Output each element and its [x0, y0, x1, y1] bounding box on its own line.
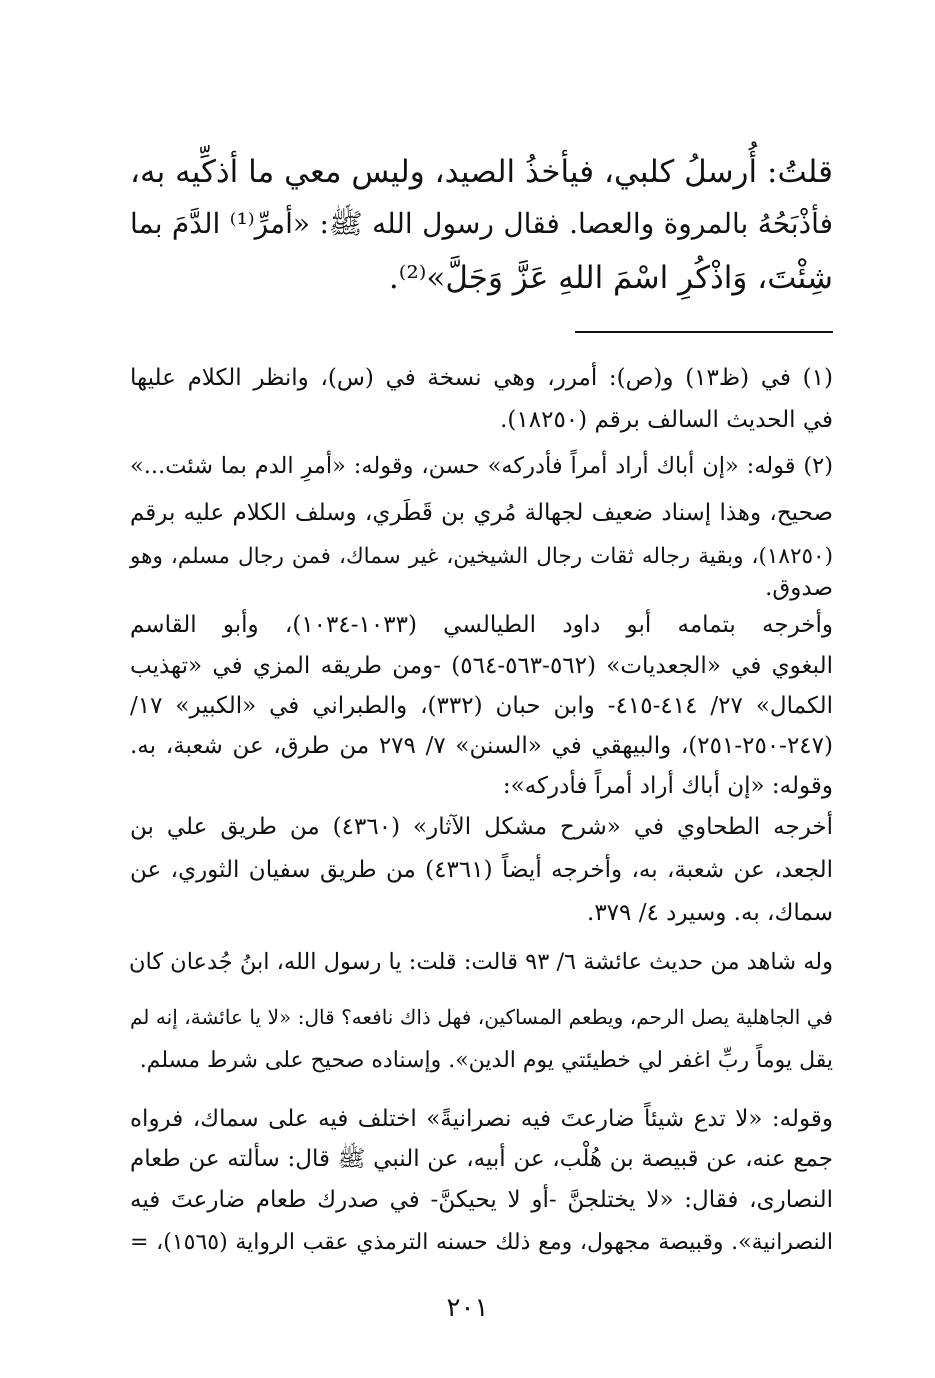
main-text-line: فأذْبَحُهُ بالمروة والعصا. فقال رسول الله ﷺ: «أمرِّ⁽¹⁾ الدَّمَ بما [130, 207, 833, 240]
page-number: ٢٠١ [446, 1293, 489, 1323]
footnote-line: أخرجه الطحاوي في «شرح مشكل الآثار» (٤٣٦٠) من طريق علي بن [130, 814, 834, 840]
main-text-line: قلتُ: أُرسلُ كلبي، فيأخذُ الصيد، وليس معي ما أذكِّيه به، [130, 154, 833, 190]
footnote-line: وقوله: «إن أباك أراد أمراً فأدركه»: [502, 773, 833, 799]
footnote-line: (٢٤٧-٢٥٠-٢٥١)، والبيهقي في «السنن» ٧/ ٢٧٩ من طرق، عن شعبة، به. [130, 733, 833, 759]
footnote-separator [575, 331, 833, 333]
footnote-line: صحيح، وهذا إسناد ضعيف لجهالة مُري بن قَطَري، وسلف الكلام عليه برقم [130, 500, 833, 526]
footnote-line: النصارى، فقال: «لا يختلجنَّ -أو لا يحيكنَّ- في صدرك طعام ضارعتَ فيه [130, 1187, 833, 1213]
footnote-line: الكمال» ٢٧/ ٤١٤-٤١٥- وابن حبان (٣٣٢)، والطبراني في «الكبير» ١٧/ [130, 693, 834, 719]
footnote-line: جمع عنه، عن قبيصة بن هُلْب، عن أبيه، عن النبي ﷺ قال: سألته عن طعام [130, 1146, 833, 1172]
footnote-line: (١) في (ظ١٣) و(ص): أمرر، وهي نسخة في (س)، وانظر الكلام عليها [130, 365, 833, 391]
main-text-line: شِئْتَ، وَاذْكُرِ اسْمَ اللهِ عَزَّ وَجَلَّ»⁽²⁾. [388, 260, 833, 296]
footnote-line: وله شاهد من حديث عائشة ٦/ ٩٣ قالت: قلت: يا رسول الله، ابنُ جُدعان كان [128, 949, 833, 975]
footnote-line: (٢) قوله: «إن أباك أراد أمراً فأدركه» حسن، وقوله: «أمرِ الدم بما شئت...» [130, 453, 833, 479]
footnote-line: يقل يوماً ربِّ اغفر لي خطيئتي يوم الدين». وإسناده صحيح على شرط مسلم. [139, 1048, 833, 1073]
footnote-line: وقوله: «لا تدع شيئاً ضارعتَ فيه نصرانيةً» اختلف فيه على سماك، فرواه [130, 1106, 833, 1132]
footnote-line: النصرانية». وقبيصة مجهول، ومع ذلك حسنه الترمذي عقب الرواية (١٥٦٥)، = [130, 1230, 833, 1255]
footnote-line: صدوق. [765, 575, 833, 601]
footnote-line: الجعد، عن شعبة، به، وأخرجه أيضاً (٤٣٦١) من طريق سفيان الثوري، عن [130, 857, 833, 883]
footnote-line: في الجاهلية يصل الرحم، ويطعم المساكين، فهل ذاك نافعه؟ قال: «لا يا عائشة، إنه لم [130, 1005, 833, 1029]
footnote-line: وأخرجه بتمامه أبو داود الطيالسي (١٠٣٣-١٠٣٤)، وأبو القاسم [130, 612, 833, 638]
footnote-line: سماك، به. وسيرد ٤/ ٣٧٩. [587, 900, 833, 926]
footnote-line: البغوي في «الجعديات» (٥٦٢-٥٦٣-٥٦٤) -ومن طريقه المزي في «تهذيب [130, 653, 833, 679]
footnote-line: (١٨٢٥٠)، وبقية رجاله ثقات رجال الشيخين، غير سماك، فمن رجال مسلم، وهو [130, 544, 833, 569]
footnote-line: في الحديث السالف برقم (١٨٢٥٠). [500, 407, 833, 433]
